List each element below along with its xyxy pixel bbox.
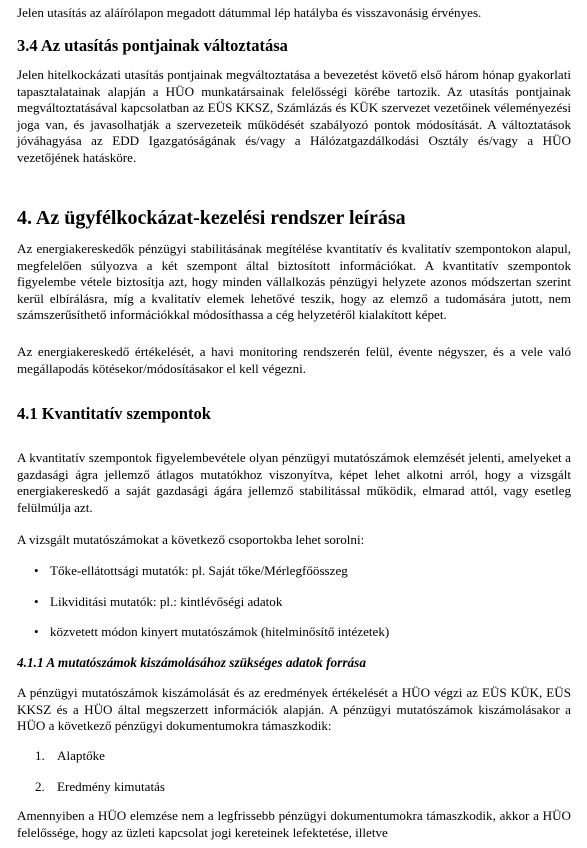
section-heading-4-1: 4.1 Kvantitatív szempontok — [17, 404, 211, 423]
paragraph-effective-date: Jelen utasítás az aláírólapon megadott dátummal lép hatályba és visszavonásig érvényes. — [17, 5, 482, 20]
paragraph-4-intro: Az energiakereskedők pénzügyi stabilitásának megítélése kvantitatív és kvalitatív szempontokon alapul, megfelelően súlyozva a két szempont által biztosított információkat. A kvantitatív szempontok figyelembe vétele biztosítja azt, hogy minden vállalkozás pénzügyi helyzete azonos módszertan szerint kerül elbírálásra, míg a kvalitatív elemek lehetővé teszik, hogy az elemző a tudomására jutott, nem számszerűsíthető információkkal módosíthassa a cég helyzetéről kialakított képet. — [17, 241, 571, 323]
paragraph-final: Amennyiben a HÜO elemzése nem a legfrissebb pénzügyi dokumentumokra támaszkodik, akkor a HÜO felelőssége, hogy az üzleti kapcsolat jogi kereteinek lefektetése, illetve — [17, 808, 571, 840]
financial-documents-list — [17, 748, 571, 795]
list-item: • Likviditási mutatók: pl.: kintlévőségi adatok — [34, 593, 283, 609]
bullet-icon: • — [34, 563, 39, 578]
paragraph-4-evaluation: Az energiakereskedő értékelését, a havi monitoring rendszerén felül, évente négyszer, és a vele való megállapodás kötésekor/módosításakor el kell végezni. — [17, 344, 571, 376]
section-heading-3-4: 3.4 Az utasítás pontjainak változtatása — [17, 36, 288, 55]
list-item: • közvetett módon kinyert mutatószámok (hitelminősítő intézetek) — [34, 624, 390, 640]
indicator-group-list — [17, 563, 571, 641]
section-heading-4: 4. Az ügyfélkockázat-kezelési rendszer leírása — [17, 207, 406, 229]
list-item: 2. Eredmény kimutatás — [35, 778, 165, 794]
list-item: • Tőke-ellátottsági mutatók: pl. Saját tőke/Mérlegfőösszeg — [34, 563, 348, 578]
bullet-icon: • — [34, 624, 39, 640]
paragraph-4-1-quantitative: A kvantitatív szempontok figyelembevétele olyan pénzügyi mutatószámok elemzését jelenti, amelyeket a gazdasági ágra jellemző átlagos mutatókhoz viszonyítva, képet lehet alkotni arról, hogy a vizsgált energiakereskedő a saját gazdasági ágára jellemző stabilitással működik, elmarad attól, vagy esetleg felülmúlja azt. — [17, 450, 571, 515]
list-item: 1. Alaptőke — [35, 748, 105, 763]
paragraph-4-1-1: A pénzügyi mutatószámok kiszámolását és az eredmények értékelését a HÜO végzi az EÜS KÜK, EÜS KKSZ és a HÜO által megszerzett információk alapján. A pénzügyi mutatószámok kiszámolásakor a HÜO a következő pénzügyi dokumentumokra támaszkodik: — [17, 685, 571, 734]
section-heading-4-1-1: 4.1.1 A mutatószámok kiszámolásához szükséges adatok forrása — [17, 655, 366, 670]
paragraph-3-4: Jelen hitelkockázati utasítás pontjainak megváltoztatása a bevezetést követő első három hónap gyakorlati tapasztalatainak alapján a HÜO munkatársainak felelősségi körébe tartozik. Az utasítás pontjainak megváltoztatásával kapcsolatban az EÜS KKSZ, Számlázás és KÜK szervezet vezetőinek véleményezési joga van, és javasolhatják a szervezeteik működését szabályozó pontok módosítását. A változtatások jóváhagyása az EDD Igazgatóságának és/vagy a Hálózatgazdálkodási Osztály és/vagy a HÜO vezetőjének hatásköre. — [17, 67, 571, 165]
paragraph-4-1-groups: A vizsgált mutatószámokat a következő csoportokba lehet sorolni: — [17, 532, 365, 547]
bullet-icon: • — [34, 593, 39, 609]
